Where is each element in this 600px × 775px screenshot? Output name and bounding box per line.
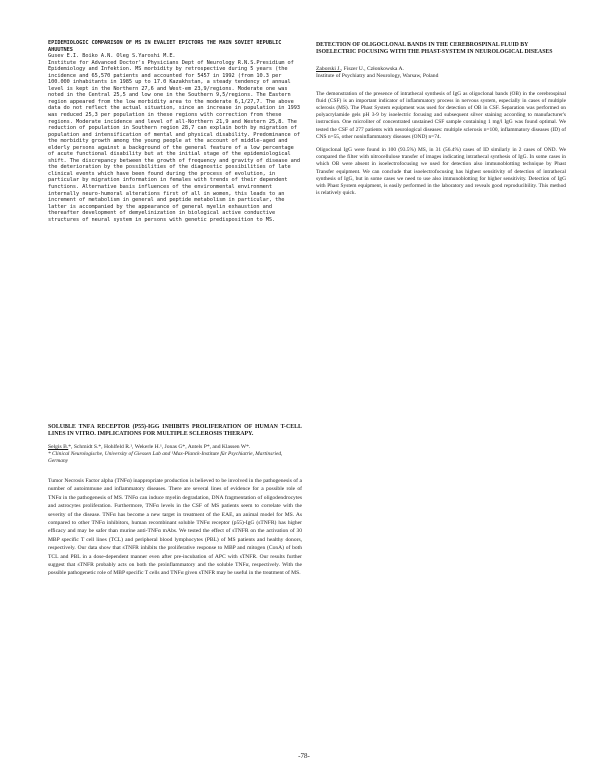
abstract-tnf-affiliation: * Clinical Neurologische, University of Giessen Lab and ¹Max-Planck-Institute für Psychiatrie, Martinsried, Germany (48, 451, 283, 465)
page-number: -78- (298, 752, 310, 760)
abstract-oligoclonal-title: DETECTION OF OLIGOCLONAL BANDS IN THE CEREBROSPINAL FLUID BY ISOELECTRIC FOCUSING WITH THE PHAST-SYSTEM IN NEUROLOGICAL DISEASES (316, 42, 553, 56)
abstract-oligoclonal-lead-author: Zaborski J. (316, 66, 341, 73)
abstract-tnf-authors (48, 444, 302, 451)
abstract-tnf-coauthors: *, Schmidt S.*, Hohlfeld R.¹, Wekerle H.¹, Jonas G*, Antels P*, and Klassen W*. (68, 443, 251, 450)
abstract-epidemiology-title: EPIDEMIOLOGIC COMPARISON OF MS IN EVALIET EPICTORS THE MAIN SOVIET REPUBLIC AHUUTNES (48, 40, 282, 53)
abstract-oligoclonal (316, 42, 566, 203)
abstract-tnf-lead-author: Selgis B. (48, 443, 69, 450)
abstract-oligoclonal-paragraph-2: Oligoclonal IgG were found in 100 (93.5%) MS, in 31 (56.4%) cases of ID similarly in 2 cases of OND. We compared the filter with nitrocellulose transfer of images indicating intrathecal synthesis of IgG. In some cases in which OB were absent in isoelectrofocusing we used for detection also immunoblotting technique by Phast Transfer equipment. We can conclude that isoelectrofocusing has highest sensitivity of detection of intrathecal synthesis of IgG, but in some cases we need to use also immunoblotting for higher sensitivity. Detection of IgG with Phast System equipment, is easily performed in the laboratory and reveals good reproducibility. This method is relatively quick. (316, 147, 566, 197)
abstract-epidemiology-body: Institute for Advanced Doctor's Physicians Dept of Neurology R.N.S.Presidium of Epidemiology and Infektion. MS morbidity by retrospective during 5 years (the incidence and 65,570 patients and accounted for 5457 in 1992 (from 10.3 per 100.000 inhabitants in 1985 up to 17.0 Kazakhstan, a steady tendency of annual level is kept in the Northern 27,6 and West-em 23,9/regions. Moderate one was noted in the Central 25,5 and low one in the Southern 9,5/regions. The Eastern region appeared from the low morbidity area to the moderate 6,1/27,7. The above data do not reflect the actual situation, since an increase in population in 1993 was reduced 25,3 per population in these regions with correction from these regions. Moderate incidence and level of all-Northern 21,9 and Western 25,8. The reduction of population in Southern region 28,7 can explain both by migration of population and intensification of mental and physical disability. Predominance of the morbidity growth among the young people at the account of middle-aged and elderly persons against a background of the general feature of a low percentage of acute functional disability but at the initial stage of the epidemiological shift. The discrepancy between the growth of frequency and gravity of disease and the deterioration by the possibilities of the diagnostic possibilities of late clinical events which have been found during the process of evolution, in particular by migration information in females with trends of their dependent functions. Alternative basis influences of the environmental environment internally neuro-humoral alterations first of all in women, this leads to an increment of metabolism in general and peptide metabolism in particular, the latter is accompanied by the appearance of general myelin exhaustion and thereafter development of demyelinization in biological active conductive structures of neural system in persons with genetic predisposition to MS. (48, 59, 300, 223)
abstract-epidemiology (48, 40, 302, 223)
abstract-oligoclonal-coauthors: , Fiszer U., Członkowska A. (340, 66, 404, 73)
abstract-tnf-body: Tumor Necrosis Factor alpha (TNFα) inappropriate production is believed to be involved in the pathogenesis of a number of autoimmune and inflammatory diseases. There are several lines of evidence for a possible role of TNFα in the pathogenesis of MS. TNFα can induce myelin degradation, DNA fragmentation of oligodendrocytes and astrocytes proliferation. Furthermore, TNFα levels in the CSF of MS patients seem to correlate with the severity of the disease. TNFα has become a new target in treatment of the EAE, an animal model for MS. As compared to other TNFα inhibitors, human recombinant soluble TNFα receptor (p55)-IgG (sTNFR) has higher efficacy and may be safer than murine anti-TNFα mAbs. We tested the effect of sTNFR on the activation of 30 MBP specific T cell lines (TCL) and peripheral blood lymphocytes (PBL) of MS patients and healthy donors, respectively. Our data show that sTNFR inhibits the proliferative response to MBP and mitogen (ConA) of both TCL and PBL in a dose-dependent manner even after pre-incubation of APC with sTNFR. Our results further suggest that sTNFR probably acts on both the proinflammatory and the soluble TNFα, respectively. With the possible pathogenetic role of MBP specific T cells and TNFα given sTNFR may be useful in the treatment of MS. (48, 478, 302, 577)
abstract-epidemiology-authors: Gusev E.I. Boiko A.N. Oleg S.Yaroshi M.E. (48, 53, 176, 60)
abstract-tnf-title: SOLUBLE TNFΑ RECEPTOR (P55)-IGG INHIBITS PROLIFERATION OF HUMAN T-CELL LINES IN VITRO. IMPLICATIONS FOR MULTIPLE SCLEROSIS THERAPY. (48, 424, 302, 438)
abstract-tnf-receptor (48, 424, 302, 578)
abstract-oligoclonal-paragraph-1: The demonstration of the presence of intrathecal synthesis of IgG as oligoclonal bands (OB) in the cerebrospinal fluid (CSF) is an important indicator of inflammatory process in nervous system, especially in cases of multiple sclerosis (MS). The Phast System equipment was used for detection of OB in CSF. Separation was performed on polyacrylamide gels pH 3-9 by isoelectric focusing and subsequent silver staining according to manufacturer's instruction. One microliter of concentrated unstained CSF sample containing 1 mg/l IgG was found optimal. We tested the CSF of 277 patients with neurological diseases: multiple sclerosis n=100, inflammatory diseases (ID) of CNS n=55, other noninflammatory diseases (OND) n=74. (316, 90, 566, 140)
abstract-oligoclonal-affiliation: Institute of Psychiatry and Neurology, Warsaw, Poland (316, 73, 439, 80)
